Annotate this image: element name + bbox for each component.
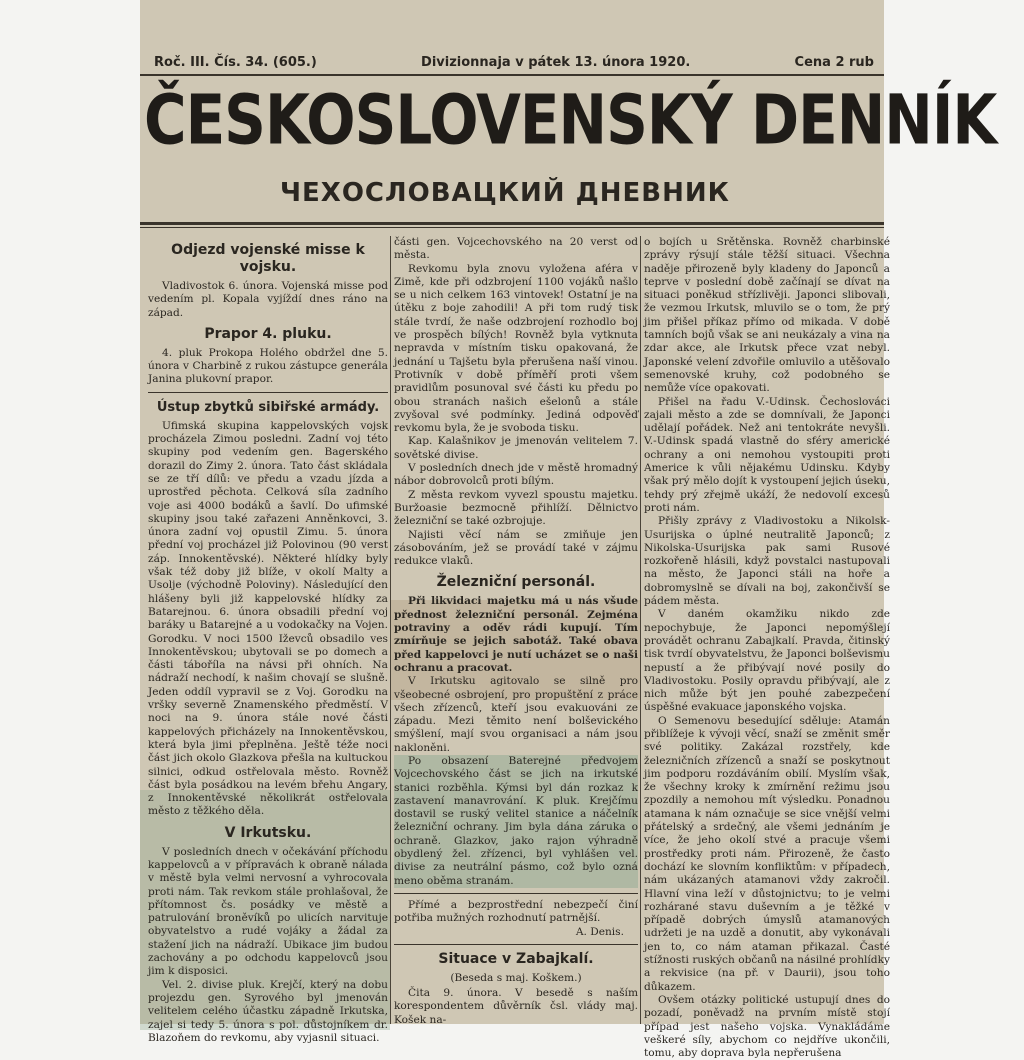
article-subtitle: (Beseda s maj. Koškem.) [450,971,582,984]
newspaper-title: ČESKOSLOVENSKÝ DENNÍK [144,80,997,161]
article-paragraph: Vel. 2. divise pluk. Krejčí, který na dobu projezdu gen. Syrového byl jmenován velitelem celého účastku západně Irkutska, zajel si tedy 5. února s pol. důstojníkem dr. Blazoňem do revkomu, aby vyjasnil situaci. [148,978,388,1044]
article-paragraph: Přímé a bezprostřední nebezpečí činí potřiba mužných rozhodnutí patrnější. [394,898,638,925]
article-paragraph: Při likvidaci majetku má u nás všude přednost železniční personál. Zejména potraviny a oděv rádi kupují. Tím zmírňuje se jejich sabotáž. Také obava před kappelovci je nutí ucházet se o naši ochranu a pracovat. [394,595,638,674]
article-divider [394,893,638,894]
issue-number: Roč. III. Čís. 34. (605.) [154,54,317,70]
article-title: Železniční personál. [436,574,596,591]
article-paragraph: Přišly zprávy z Vladivostoku a Nikolsk-Usurijska o úplné neutralitě Japonců; z Nikolska-Usurijska pak sami Rusové rozkořeně hlásili, když povstalci nastupovali na město, že Japonci stáli na hoře a dobromyslně se dívali na boj, zakončivší se pádem města. [644,515,890,608]
column-1 [148,236,388,1044]
masthead-rule-thin [140,227,884,228]
article-paragraph: Po obsazení Baterejné předvojem Vojcechovského část se jich na irkutské stanici rozběhla. Kýmsi byl dán rozkaz k zastavení manavrování. K pluk. Krejčímu dostavil se ruský velitel stanice a náčelník železniční ochrany. Jim byla dána záruka o ochraně. Glazkov, jako rajon výhradně obydlený žel. zřízenci, byl vyhlášen vel. divise za neutrální pásmo, což bylo ozná meno oběma stranám. [394,754,638,887]
article-title: Situace v Zabajkalí. [438,950,594,967]
article-paragraph: Najisti věcí nám se zmiňuje jen zásobováním, jež se provádí také v zájmu redukce vlaků. [394,528,638,568]
article-signature: A. Denis. [575,925,624,938]
article-paragraph: 4. pluk Prokopa Holého obdržel dne 5. února v Charbině z rukou zástupce generála Janina plukovní prapor. [148,346,388,386]
article-paragraph: V posledních dnech jde v městě hromadný nábor dobrovolců proti bílým. [394,462,638,488]
article-title: V Irkutsku. [224,824,312,841]
article-paragraph: V daném okamžiku nikdo zde nepochybuje, že Japonci nepomýšlejí provádět ochranu Zabajkalí. Pravda, čitinský tisk tvrdí obyvatelstvu, že Japonci bolševismu nepustí a že přibývají nové posily do Vladivostoku. Posily opravdu přibývají, ale z nich může být jen pouhé zabezpečení úspěšné evakuace japonského vojska. [644,608,890,714]
article-divider [148,392,388,393]
column-divider [390,236,391,1024]
article-paragraph: Čita 9. února. V besedě s naším korespondentem důvěrník čsl. vlády maj. Košek na- [394,987,638,1026]
column-divider [640,236,641,1024]
article-paragraph: o bojích u Srětěnska. Rovněž charbinské zprávy rýsují stále těžší situaci. Všechna naděje přirozeně byly kladeny do Japonců a teprve v poslední době začínají se dívat na situaci poněkud střízlivěji. Japonci slibovali, že vezmou Irkutsk, mluvilo se o tom, že prý jim přišel příkaz přímo od mikada. V době tamních bojů však se ani neukázaly a vina na zdar akce, ale Irkutsk přece vzat nebyl. Japonské velení zdvořile omluvilo a utěšovalo semenovské kruhy, což podobného se nemůže více opakovati. [644,236,890,395]
article-divider [394,944,638,945]
article-paragraph: Vladivostok 6. února. Vojenská misse pod vedením pl. Kopala vyjíždí dnes ráno na západ. [148,280,388,319]
article-paragraph: O Semenovu besedující sděluje: Atamán přiblížeje k vývoji věcí, snaží se změnit směr své politiky. Zakázal rozstřely, kde železničních zřízenců a snaží se poskytnout jim podporu rozdáváním obilí. Myslím však, že všechny kroky k zmírnění režimu jsou zpozdily a nemohou mít výsledku. Ponadnou atamana k nám označuje se sice vnější velmi přátelský a srdečný, ale všemi jednáním je více, že jeho okolí stvé a pracuje všemi prostředky proti nám. Přirozeně, že často dochází ke slovním konfliktům: v případech, nám ukázaných atamanovi vždy zakročil. Hlavní vina leží v důstojnictvu; to je velmi rozhárané stavu duševním a je těžké v případě dobrých úmyslů atamanových udržeti je na uzdě a donutit, aby vykonávali jen to, co nám ataman přikazal. Časté stížnosti ruských občanů na násilné prohlídky a rekvisice (na př. v Daurii), jsou toho důkazem. [644,714,890,993]
article-paragraph: Ovšem otázky politické ustupují dnes do pozadí, poněvadž na prvním místě stojí případ jest našeho vojska. Vynakládáme veškeré síly, abychom co nejdříve ukončili, tomu, aby doprava byla nepřerušena [644,993,890,1060]
column-3 [644,236,890,1060]
article-paragraph: části gen. Vojcechovského na 20 verst od města. [394,236,638,262]
article-paragraph: V posledních dnech v očekávání příchodu kappelovců a v přípravách k obraně nálada v městě byla velmi nervosní a vyhrocovala proti nám. Tak revkom stále prohlašoval, že přítomnost čs. posádky ve městě a patrulování broněvíků po ulicích narvituje obyvatelstvo a rudé vojáky a žádal za stažení jich na nádraží. Ubikace jim budou zachovány a po odchodu kappelovců jsou jim k disposici. [148,845,388,978]
article-paragraph: Kap. Kalašnikov je jmenován velitelem 7. sovětské divise. [394,435,638,461]
article-title: Prapor 4. pluku. [204,325,332,342]
newspaper-page [140,0,997,1060]
masthead-info-line [140,50,884,76]
article-title: Ústup zbytků sibiřské armády. [156,399,380,415]
price: Cena 2 rub [794,54,874,70]
article-paragraph: Ufimská skupina kappelovských vojsk procházela Zimou posledni. Zadní voj této skupiny pod vedením gen. Bagerského dorazil do Zimy 2. února. Tato část skládala se ze tří dílů: ve předu a vzadu jízda a uprostřed pěchota. Celková síla zadního voje asi 4000 bodáků a šavlí. Do ufimské skupiny jsou také zařazeni Anněnkovci, 3. února zadní voj opustil Zimu. 5. února přední voj procházel již Polovinou (90 verst záp. Innokentěvské). Některé hlídky byly však též doby již blíže, v okolí Malty a Usolje (východně Poloviny). Následující den hlášeny byli již kappelovské hlídky za Batarejnou. 6. února obsadili přední voj baráky u Batarejné a u vodokačky na Vojen. Gorodku. V noci 1500 Iževců obsadilo ves Innokentěvskou; ubytovali se po domech a části táboříla na návsi při ohních. Na nádraží nechodí, k našim chovají se slušně. Jeden oddíl vypravil se z Voj. Gorodku na vršky severně Znamenského předměstí. V noci na 9. února stále nové části kappelových přicházely na Innokentěvskou, která byla jimi přeplněna. Ještě téže noci část jich okolo Glazkova přešla na kultuckou silnici, odkud ostřelovala město. Rovněž část byla posádkou na levém břehu Angary, z Innokentěvské několikrát ostřelovala město z těžkého děla. [148,419,388,818]
article-paragraph: Z města revkom vyvezl spoustu majetku. Buržoasie bezmocně přihlíží. Dělnictvo železniční se také ozbrojuje. [394,488,638,528]
place-date: Divizionnaja v pátek 13. února 1920. [421,54,691,70]
newspaper-subtitle: ЧЕХОСЛОВАЦКИЙ ДНЕВНИК [280,178,730,208]
article-paragraph: V Irkutsku agitovalo se silně pro všeobecné osbrojení, pro propuštění z práce všech zřízenců, kteří jsou evakuováni ze západu. Mezi těmito není bolševického smýšlení, mají svou organisaci a nám jsou nakloněni. [394,675,638,754]
article-paragraph: Přišel na řadu V.-Udinsk. Čechoslováci zajali město a zde se domnívali, že Japonci udělají pořádek. Než ani tentokráte nevyšli. V.-Udinsk spadá vlastně do sféry americké ochrany a oni nemohou vystoupiti proti Americe k vůli nějakému Udinsku. Kdyby však prý mělo dojít k vystoupení jejich úseku, tehdy prý zřejmě ukáží, že nedovolí excesů proti nám. [644,395,890,514]
column-2 [394,236,638,1024]
masthead-rule [140,222,884,225]
article-paragraph: Revkomu byla znovu vyložena aféra v Zimě, kde při odzbrojení 1100 vojáků našlo se u nich celkem 163 vintovek! Ostatní je na útěku z boje zahodili! A při tom rudý tisk stále tvrdí, že naše odzbrojení rozhodlo boj ve prospěch bílých! Rovněž byla vytknuta nepravda v místním tisku opakovaná, že jednání u Tajšetu byla přerušena naší vinou. Protivník v době příměří proti všem pravidlům posunoval své části ku předu po obou stranách našich ešelonů a stále zvyšoval své podmínky. Jediná odpověď revkomu byla, že je svoboda tisku. [394,262,638,435]
article-title: Odjezd vojenské misse k vojsku. [171,242,365,275]
